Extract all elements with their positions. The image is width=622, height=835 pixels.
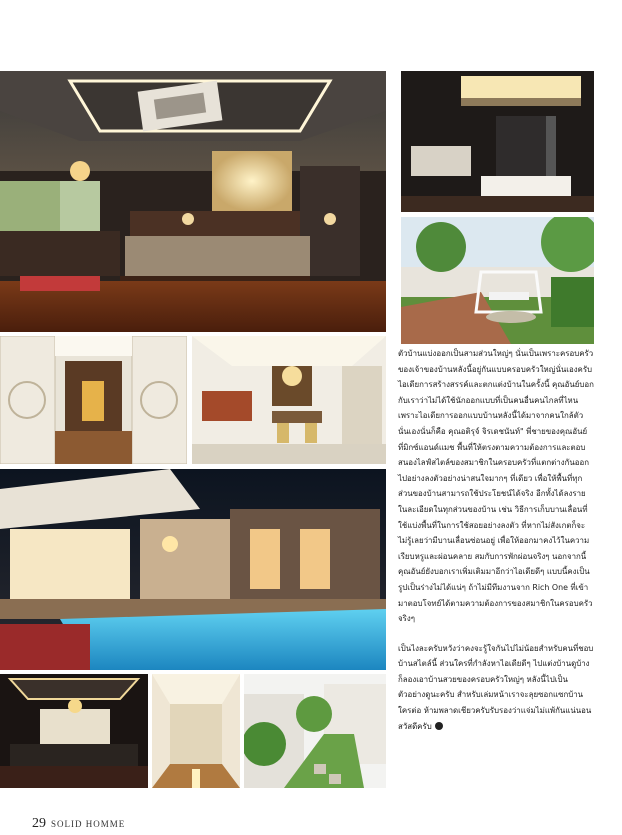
end-mark-icon — [435, 722, 443, 730]
photo-garden-swing — [401, 217, 594, 344]
photo-lit-corridor — [152, 674, 240, 788]
article-body — [398, 346, 594, 734]
photo-dining-room — [192, 336, 386, 464]
photo-master-bedroom — [0, 71, 386, 332]
magazine-name: SOLID HOMME — [51, 819, 126, 829]
article-paragraph-closing — [398, 641, 594, 735]
photo-garden-path — [244, 674, 386, 788]
page-number: 29 — [32, 816, 46, 831]
photo-hallway-shrine — [0, 336, 187, 464]
article-paragraph-text: เป็นไงละครับหวังว่าคงจะรู้ใจกันไปไม่น้อยสำหรับคนที่ชอบบ้านสไตล์นี้ ส่วนใครที่กำลังหาไอเดียดีๆ ไปแต่งบ้านดูบ้างก็ลองเอาบ้านสวยของครอบครัวใหญ่ๆ หลังนี้ไปเป็นตัวอย่างดูนะครับ สำหรับเล่มหน้าเราจะลุยซอกแซกบ้านใครต่อ ห้ามพลาดเชียวครับรับรองว่าแจ่มไม่แพ้กันแน่นอนสวัสดีครับ — [398, 643, 594, 731]
photo-pool-night — [0, 469, 386, 670]
photo-bathroom — [401, 71, 594, 212]
article-paragraph: ตัวบ้านแบ่งออกเป็นสามส่วนใหญ่ๆ นั่นเป็นเพราะครอบครัวของเจ้าของบ้านหลังนี้อยู่กันแบบครอบครัวใหญ่นั่นเองครับ ไอเดียการสร้างสรรค์และตกแต่งบ้านในครั้งนี้ คุณอันย์บอกกับเราว่าไม่ได้ใช้นักออกแบบที่เป็นคนอื่นคนไกลที่ไหน เพราะไอเดียการออกแบบบ้านหลังนี้ได้มาจากคนใกล้ตัวนั่นเองนั่นก็คือ คุณอติรุจ์ จิรเดชนันท์" พี่ชายของคุณอันย์ ที่มิกซ์แอนด์แมช พื้นที่ให้ตรงตามความต้องการและตอบสนองไลฟ์สไตล์ของสมาชิกในครอบครัวที่แตกต่างกันออกไปอย่างลงตัวอย่างน่าสนใจมากๆ ที่เดียว เพื่อให้พื้นที่ทุกส่วนของบ้านสามารถใช้ประโยชน์ได้จริง อีกทั้งได้ลงรายในละเอียดในทุกส่วนของบ้าน เช่น วิธีการเก็บบานเลื่อนที่ใช้แบ่งพื้นที่ในการใช้สอยอย่างลงตัว ที่หากไม่สังเกตก็จะไม่รู้เลยว่ามีบานเลื่อนซ่อนอยู่ เพื่อให้ออกมาคงไว้ในความเรียบหรูและผ่อนคลาย สมกับการพักผ่อนจริงๆ นอกจากนี้คุณอันย์ยังบอกเราเพิ่มเติมมาอีกว่าไอเดียดีๆ แบบนี้คงเป็นรูปเป็นร่างไม่ได้แน่ๆ ถ้าไม่มีทีมงานจาก Rich One ที่เข้ามาตอบโจทย์ได้ตามความต้องการของสมาชิกในครอบครัวจริงๆ — [398, 349, 594, 624]
photo-dark-living-room — [0, 674, 148, 788]
page-footer — [32, 816, 125, 832]
